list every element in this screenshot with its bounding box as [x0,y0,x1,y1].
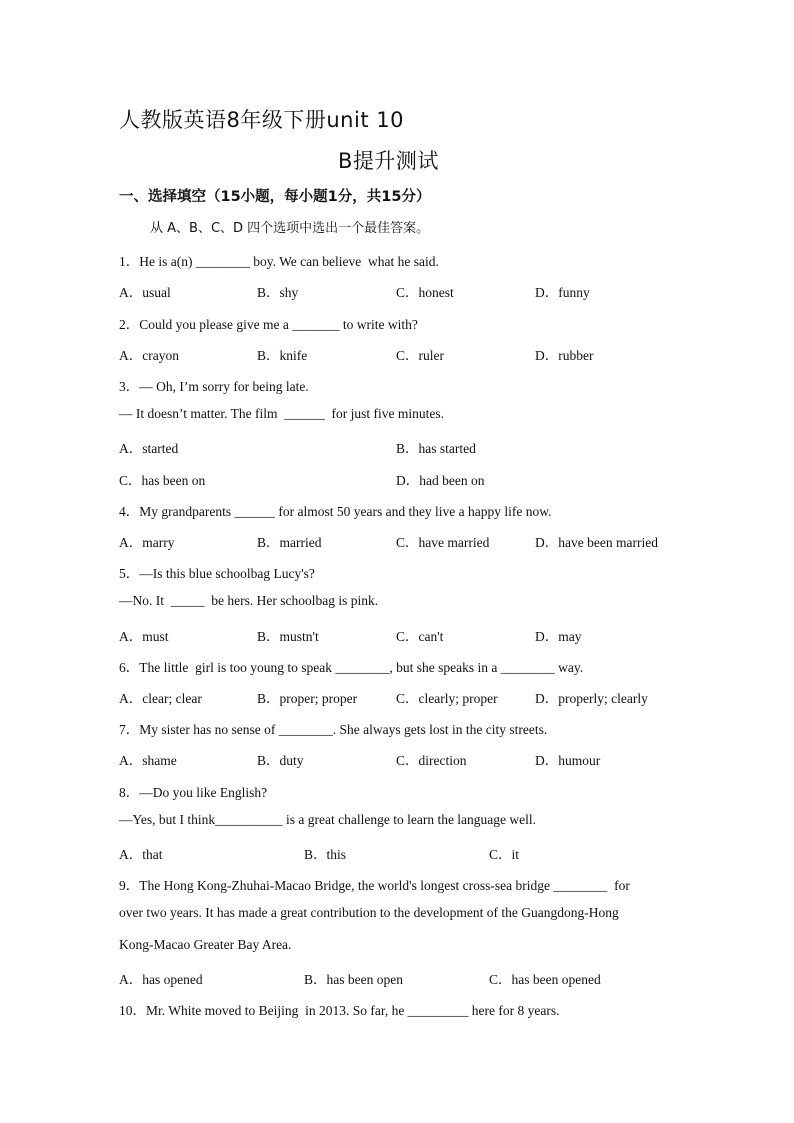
document-title-line2: B提升测试 [338,149,439,173]
question-9-option-a[interactable]: A．has opened [119,972,203,987]
question-4-stem: 4．My grandparents ______ for almost 50 years and they live a happy life now. [119,504,552,519]
question-2-stem: 2．Could you please give me a _______ to write with? [119,317,418,332]
question-4-option-c[interactable]: C．have married [396,535,490,550]
question-9-stem-line3: Kong-Macao Greater Bay Area. [119,937,292,952]
question-10-stem: 10．Mr. White moved to Beijing in 2013. So far, he _________ here for 8 years. [119,1003,560,1018]
question-6-stem: 6．The little girl is too young to speak ________, but she speaks in a ________ way. [119,660,584,675]
question-1-option-c[interactable]: C．honest [396,285,454,300]
instruction-text: 从 A、B、C、D 四个选项中选出一个最佳答案。 [150,221,430,236]
question-5-option-c[interactable]: C．can't [396,629,444,644]
question-5-stem-line1: 5．—Is this blue schoolbag Lucy's? [119,566,315,581]
question-3-stem-line2: — It doesn’t matter. The film ______ for just five minutes. [119,406,444,421]
question-8-stem-line2: —Yes, but I think__________ is a great challenge to learn the language well. [119,812,537,827]
question-6-option-b[interactable]: B．proper; proper [257,691,358,706]
question-5-option-a[interactable]: A．must [119,629,169,644]
question-3-option-b[interactable]: B．has started [396,441,476,456]
question-8-option-c[interactable]: C．it [489,847,520,862]
section-heading: 一、选择填空（15小题，每小题1分，共15分） [119,189,431,205]
question-3-option-c[interactable]: C．has been on [119,473,206,488]
question-5-option-d[interactable]: D．may [535,629,582,644]
question-2-option-b[interactable]: B．knife [257,348,308,363]
question-2-option-d[interactable]: D．rubber [535,348,594,363]
question-6-option-a[interactable]: A．clear; clear [119,691,202,706]
question-2-option-c[interactable]: C．ruler [396,348,444,363]
question-7-option-d[interactable]: D．humour [535,753,601,768]
question-1-option-d[interactable]: D．funny [535,285,590,300]
document-title-line1: 人教版英语8年级下册unit 10 [119,108,404,132]
question-5-option-b[interactable]: B．mustn't [257,629,319,644]
question-1-stem: 1．He is a(n) ________ boy. We can believe what he said. [119,254,439,269]
question-3-option-a[interactable]: A．started [119,441,179,456]
question-6-option-d[interactable]: D．properly; clearly [535,691,648,706]
question-3-option-d[interactable]: D．had been on [396,473,485,488]
question-1-option-a[interactable]: A．usual [119,285,171,300]
question-4-option-d[interactable]: D．have been married [535,535,658,550]
question-4-option-a[interactable]: A．marry [119,535,175,550]
question-8-stem-line1: 8．—Do you like English? [119,785,268,800]
question-5-stem-line2: —No. It _____ be hers. Her schoolbag is pink. [119,593,379,608]
question-8-option-a[interactable]: A．that [119,847,163,862]
question-3-stem-line1: 3．— Oh, I’m sorry for being late. [119,379,309,394]
question-7-stem: 7．My sister has no sense of ________. She always gets lost in the city streets. [119,722,548,737]
question-9-stem-line1: 9．The Hong Kong-Zhuhai-Macao Bridge, the world's longest cross-sea bridge ________ for [119,878,630,893]
question-7-option-c[interactable]: C．direction [396,753,467,768]
question-4-option-b[interactable]: B．married [257,535,322,550]
question-7-option-b[interactable]: B．duty [257,753,304,768]
question-2-option-a[interactable]: A．crayon [119,348,179,363]
question-9-option-c[interactable]: C．has been opened [489,972,601,987]
question-1-option-b[interactable]: B．shy [257,285,299,300]
question-9-option-b[interactable]: B．has been open [304,972,403,987]
question-6-option-c[interactable]: C．clearly; proper [396,691,498,706]
question-8-option-b[interactable]: B．this [304,847,347,862]
question-7-option-a[interactable]: A．shame [119,753,177,768]
question-9-stem-line2: over two years. It has made a great contribution to the development of the Guangdong-Hong [119,905,619,920]
